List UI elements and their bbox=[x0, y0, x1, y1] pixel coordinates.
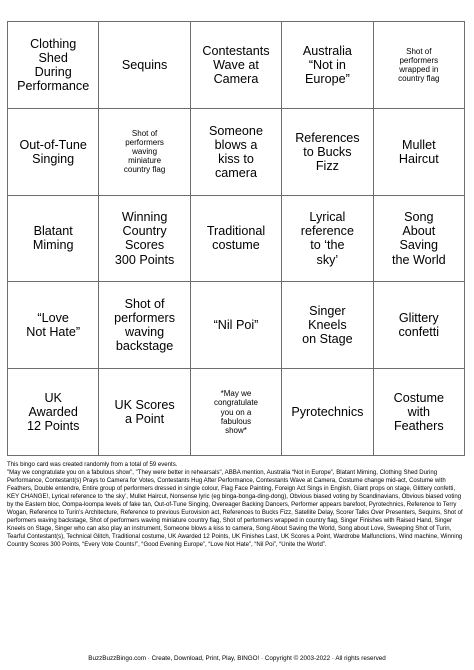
bingo-cell-text: Pyrotechnics bbox=[291, 405, 364, 420]
bingo-cell-text: Singer Kneels on Stage bbox=[302, 304, 353, 347]
bingo-cell bbox=[282, 22, 373, 109]
bingo-cell bbox=[374, 109, 465, 196]
bingo-cell-text: Song About Saving the World bbox=[391, 210, 446, 267]
bingo-cell bbox=[282, 282, 373, 369]
bingo-cell bbox=[8, 196, 99, 283]
bingo-cell-text: Clothing Shed During Performance bbox=[17, 36, 90, 93]
bingo-cell-text: Glittery confetti bbox=[398, 311, 440, 340]
bingo-cell bbox=[191, 196, 282, 283]
bingo-cell bbox=[191, 22, 282, 109]
bingo-cell-text: Mullet Haircut bbox=[398, 137, 439, 166]
bingo-cell bbox=[282, 109, 373, 196]
bingo-cell-text: Traditional costume bbox=[206, 224, 266, 253]
bingo-cell-text: Lyrical reference to ‘the sky’ bbox=[300, 210, 354, 267]
copyright-line: BuzzBuzzBingo.com · Create, Download, Print, Play, BINGO! · Copyright © 2003-2022 · All rights reserved bbox=[88, 655, 386, 662]
bingo-cell bbox=[99, 369, 190, 456]
bingo-cell-text: Costume with Feathers bbox=[393, 390, 444, 434]
bingo-cell bbox=[282, 196, 373, 283]
bingo-cell bbox=[99, 196, 190, 283]
bingo-cell-text: UK Awarded 12 Points bbox=[26, 390, 80, 434]
bingo-cell bbox=[374, 282, 465, 369]
bingo-cell-text: Out-of-Tune Singing bbox=[19, 137, 87, 166]
bingo-cell-text: Sequins bbox=[121, 57, 168, 72]
event-list-note bbox=[7, 461, 467, 549]
bingo-cell-text: Someone blows a kiss to camera bbox=[209, 123, 263, 180]
bingo-cell-text: Shot of performers waving miniature country flag bbox=[123, 128, 166, 175]
bingo-cell bbox=[8, 22, 99, 109]
bingo-grid bbox=[7, 21, 465, 456]
bingo-cell bbox=[282, 369, 373, 456]
bingo-cell-text: “Nil Poi” bbox=[213, 318, 259, 333]
bingo-cell bbox=[191, 282, 282, 369]
note-events: "May we congratulate you on a fabulous show", "They were better in rehearsals", ABBA mention, Australia “Not in Europe”, Blatant Miming, Clothing Shed During Performance, Contestant(s) Prays to Camera for Votes, Contestants Hug After Performance, Contestants Wave at Camera, Costume change mid-act, Costume with Feathers, Double entendre, Entire group of performers dressed in single colour, Flag Face Painting, Foreign Act Sings in English, Giant props on stage, Glittery confetti, KEY CHANGE!, Lyrical reference to ‘the sky’, Mullet Haircut, Nonsense lyric (eg binga-bonga-ding-dong), Obvious biased voting by Scandinavians, Obvious biased voting by the Eastern bloc, Oompa-loompa levels of fake tan, Out-of-Tune Singing, Overeager Backing Dancers, Performer appears barefoot, Pyrotechnics, Reference to Terry Wogan, Reference to Turin’s Architecture, Reference to previous Eurovision act, References to Bucks Fizz, Satellite Delay, Scorer Talks Over Presenters, Sequins, Shot of performers waving backstage, Shot of performers waving miniature country flag, Shot of performers wrapped in country flag, Singer Finishes with Raised Hand, Singer Kneels on Stage, Singer who can also play an instrument, Someone blows a kiss to camera, Song About Saving the World, Song about Love, Sweeping Shot of Turin, Tearful Contestant(s), Technical Glitch, Traditional costume, UK Awarded 12 Points, UK Finishes Last, UK Scores a Point, Wardrobe Malfunctions, Wind machine, Winning Country Scores 300 Points, “Every Vote Counts!”, “Good Evening Europe”, “Love Not Hate”, “Nil Poi”, “Unite the World”. bbox=[7, 470, 463, 549]
bingo-cell-text: Shot of performers waving backstage bbox=[114, 297, 176, 354]
bingo-cell bbox=[99, 22, 190, 109]
bingo-cell-text: “Love Not Hate” bbox=[26, 311, 81, 340]
note-intro: This bingo card was created randomly from a total of 59 events. bbox=[7, 462, 178, 468]
bingo-cell-text: References to Bucks Fizz bbox=[295, 130, 360, 173]
bingo-cell-text: Australia “Not in Europe” bbox=[302, 43, 352, 86]
bingo-cell bbox=[191, 109, 282, 196]
bingo-cell-text: Winning Country Scores 300 Points bbox=[114, 210, 175, 267]
bingo-cell-text: UK Scores a Point bbox=[114, 398, 175, 427]
bingo-cell bbox=[374, 22, 465, 109]
bingo-cell bbox=[99, 109, 190, 196]
bingo-cell bbox=[191, 369, 282, 456]
bingo-cell bbox=[8, 369, 99, 456]
bingo-cell bbox=[8, 109, 99, 196]
bingo-cell bbox=[8, 282, 99, 369]
bingo-cell bbox=[99, 282, 190, 369]
bingo-cell-text: Blatant Miming bbox=[32, 224, 74, 253]
bingo-cell-text: *May we congratulate you on a fabulous show* bbox=[213, 389, 258, 435]
bingo-cell-text: Shot of performers wrapped in country flag bbox=[398, 46, 440, 84]
bingo-cell bbox=[374, 196, 465, 283]
bingo-cell-text: Contestants Wave at Camera bbox=[202, 43, 270, 86]
bingo-cell bbox=[374, 369, 465, 456]
